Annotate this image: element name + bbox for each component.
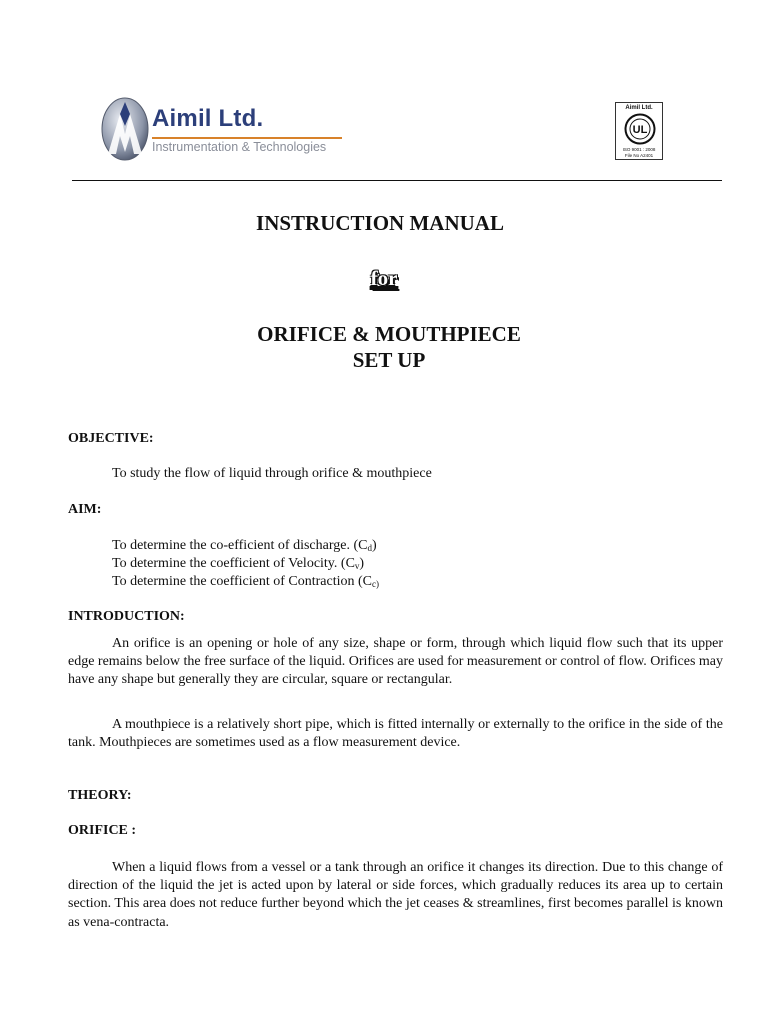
aim-item-text: To determine the coefficient of Contraction (C: [112, 574, 373, 589]
logo-divider: [152, 137, 342, 139]
company-tagline: Instrumentation & Technologies: [152, 140, 327, 154]
company-name: Aimil Ltd.: [152, 105, 264, 132]
ul-seal-icon: [624, 113, 656, 145]
aim-item-close: ): [371, 538, 377, 553]
theory-heading: THEORY:: [68, 788, 132, 803]
aim-item-close: ): [359, 556, 365, 571]
aim-item-subscript: v: [354, 561, 360, 571]
subject-subtitle: SET UP: [352, 348, 426, 372]
objective-text: To study the flow of liquid through orifice & mouthpiece: [112, 466, 432, 481]
aim-item-subscript: c): [372, 579, 380, 589]
manual-title: INSTRUCTION MANUAL: [256, 211, 504, 235]
introduction-heading: INTRODUCTION:: [68, 609, 185, 624]
aim-item-text: To determine the co-efficient of discharge. (C: [112, 538, 368, 553]
cert-mark-text: UL: [632, 124, 648, 136]
company-logo: [100, 92, 350, 168]
title-for: for: [370, 266, 398, 290]
cert-standard: ISO 9001 : 2008: [622, 147, 656, 152]
theory-paragraph: When a liquid flows from a vessel or a tank through an orifice it changes its direction. Due to this change of direction of the liquid the jet is acted upon by lateral or side forces, which gradually reduces its area up to certain section. This area does not reduce further beyond which the jet ceases & streamlines, first becomes parallel is known as vena-contracta.: [68, 860, 723, 930]
aim-item-text: To determine the coefficient of Velocity. (C: [112, 556, 355, 571]
cert-title: Aimil Ltd.: [625, 105, 653, 111]
aim-item: [112, 574, 379, 590]
introduction-paragraph: An orifice is an opening or hole of any size, shape or form, through which liquid flow such that its upper edge remains below the free surface of the liquid. Orifices are used for measurement or control of flow. Orifices may have any shape but generally they are circular, square or rectangular.: [68, 636, 723, 688]
subject-title: ORIFICE & MOUTHPIECE: [257, 322, 521, 346]
orifice-subheading: ORIFICE :: [68, 823, 137, 838]
objective-heading: OBJECTIVE:: [68, 431, 154, 446]
cert-file-number: File No A2401: [624, 153, 654, 158]
header-divider: [72, 180, 722, 181]
aim-item: [112, 538, 377, 554]
aim-item: [112, 556, 364, 572]
aimil-logo-icon: [100, 96, 150, 162]
aim-heading: AIM:: [68, 502, 102, 517]
certification-badge: [615, 102, 663, 160]
aim-item-subscript: d: [367, 543, 372, 553]
introduction-paragraph: A mouthpiece is a relatively short pipe, which is fitted internally or externally to the orifice in the side of the tank. Mouthpieces are sometimes used as a flow measurement device.: [68, 717, 723, 751]
